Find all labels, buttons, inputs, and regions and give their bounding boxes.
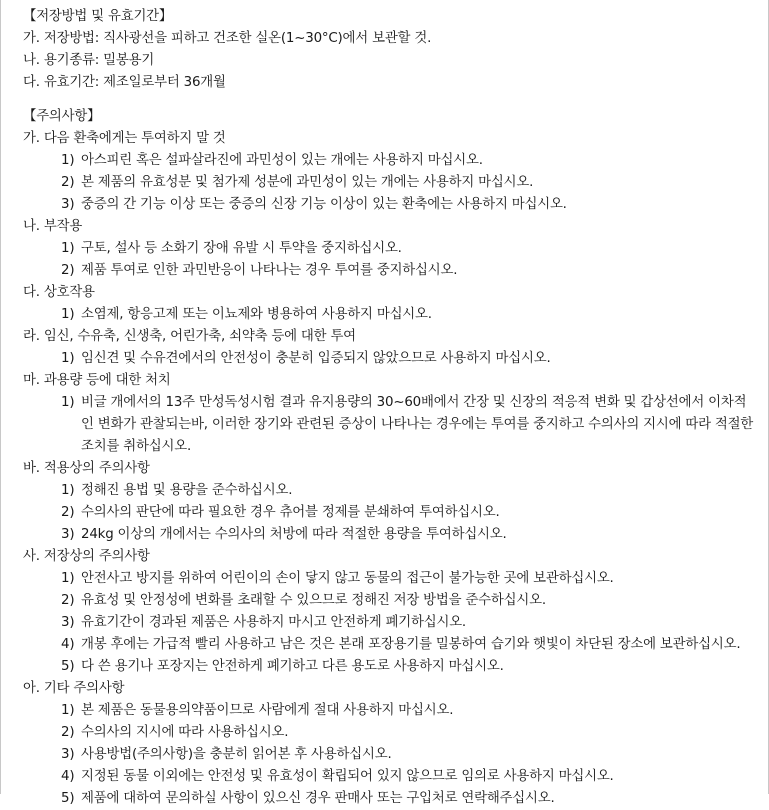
item-text: 개봉 후에는 가급적 빨리 사용하고 남은 것은 본래 포장용기를 밀봉하여 습기와 햇빛이 차단된 장소에 보관하십시오.: [81, 637, 741, 652]
precaution-item: [23, 480, 758, 502]
precaution-item: [23, 348, 758, 370]
precaution-item: [23, 788, 758, 810]
item-number: 3): [61, 197, 75, 212]
item-text: 아스피린 혹은 설파살라진에 과민성이 있는 개에는 사용하지 마십시오.: [81, 153, 483, 168]
item-text: 안전사고 방지를 위하여 어린이의 손이 닿지 않고 동물의 접근이 불가능한 곳에 보관하십시오.: [81, 571, 614, 586]
precaution-item: [23, 634, 758, 656]
item-number: 2): [61, 593, 75, 608]
precaution-item: [23, 612, 758, 634]
storage-section: [23, 6, 758, 94]
item-number: 4): [61, 637, 75, 652]
item-number: 3): [61, 615, 75, 630]
item-number: 2): [61, 263, 75, 278]
precaution-item: [23, 260, 758, 282]
item-number: 1): [61, 571, 75, 586]
precaution-item: [23, 304, 758, 326]
precaution-groups: [23, 128, 758, 810]
precaution-heading: 바. 적용상의 주의사항: [23, 461, 150, 476]
precaution-item: [23, 150, 758, 172]
item-number: 1): [61, 395, 75, 410]
item-text: 지정된 동물 이외에는 안전성 및 유효성이 확립되어 있지 않으므로 임의로 사용하지 마십시오.: [81, 769, 614, 784]
storage-line: 다. 유효기간: 제조일로부터 36개월: [23, 75, 226, 90]
section-gap: [23, 94, 758, 106]
precaution-item: [23, 744, 758, 766]
item-text: 사용방법(주의사항)을 충분히 읽어본 후 사용하십시오.: [81, 747, 392, 762]
precaution-item: [23, 238, 758, 260]
precaution-group: [23, 370, 758, 458]
item-text: 구토, 설사 등 소화기 장애 유발 시 투약을 중지하십시오.: [81, 241, 402, 256]
item-text: 유효기간이 경과된 제품은 사용하지 마시고 안전하게 폐기하십시오.: [81, 615, 466, 630]
precaution-heading: 나. 부작용: [23, 219, 83, 234]
precaution-group: [23, 216, 758, 282]
precaution-item: [23, 656, 758, 678]
item-number: 2): [61, 175, 75, 190]
item-text: 24kg 이상의 개에서는 수의사의 처방에 따라 적절한 용량을 투여하십시오.: [81, 527, 507, 542]
item-text: 임신견 및 수유견에서의 안전성이 충분히 입증되지 않았으므로 사용하지 마십시오.: [81, 351, 551, 366]
item-number: 1): [61, 241, 75, 256]
item-number: 1): [61, 351, 75, 366]
precaution-heading: 가. 다음 환축에게는 투여하지 말 것: [23, 131, 226, 146]
precaution-group: [23, 546, 758, 678]
item-number: 3): [61, 747, 75, 762]
item-number: 2): [61, 725, 75, 740]
precaution-item: [23, 590, 758, 612]
precaution-group: [23, 326, 758, 370]
precaution-heading: 아. 기타 주의사항: [23, 681, 125, 696]
item-text: 소염제, 항응고제 또는 이뇨제와 병용하여 사용하지 마십시오.: [81, 307, 432, 322]
precaution-heading: 다. 상호작용: [23, 285, 95, 300]
precaution-group: [23, 128, 758, 216]
item-text: 다 쓴 용기나 포장지는 안전하게 폐기하고 다른 용도로 사용하지 마십시오.: [81, 659, 504, 674]
storage-title: 【저장방법 및 유효기간】: [23, 9, 173, 24]
precaution-item: [23, 568, 758, 590]
precautions-title: 【주의사항】: [23, 109, 101, 124]
item-number: 5): [61, 659, 75, 674]
precaution-item: [23, 194, 758, 216]
item-text: 비글 개에서의 13주 만성독성시험 결과 유지용량의 30~60배에서 간장 및 신장의 적응적 변화 및 갑상선에서 이차적인 변화가 관찰되는바, 이러한 장기와 관련된 증상이 나타나는 경우에는 투여를 중지하고 수의사의 지시에 따라 적절한 조치를 취하십시오.: [81, 395, 754, 454]
storage-line: 가. 저장방법: 직사광선을 피하고 건조한 실온(1~30°C)에서 보관할 것.: [23, 31, 432, 46]
item-text: 본 제품은 동물용의약품이므로 사람에게 절대 사용하지 마십시오.: [81, 703, 454, 718]
item-number: 1): [61, 153, 75, 168]
item-text: 중증의 간 기능 이상 또는 중증의 신장 기능 이상이 있는 환축에는 사용하지 마십시오.: [81, 197, 567, 212]
precaution-group: [23, 282, 758, 326]
item-number: 3): [61, 527, 75, 542]
precaution-group: [23, 458, 758, 546]
precaution-item: [23, 524, 758, 546]
precaution-item: [23, 766, 758, 788]
item-text: 유효성 및 안정성에 변화를 초래할 수 있으므로 정해진 저장 방법을 준수하십시오.: [81, 593, 546, 608]
precaution-heading: 라. 임신, 수유축, 신생축, 어린가축, 쇠약축 등에 대한 투여: [23, 329, 356, 344]
storage-line: 나. 용기종류: 밀봉용기: [23, 53, 155, 68]
item-number: 4): [61, 769, 75, 784]
item-number: 1): [61, 307, 75, 322]
precaution-heading: 사. 저장상의 주의사항: [23, 549, 150, 564]
precaution-item: [23, 700, 758, 722]
precaution-heading: 마. 과용량 등에 대한 처치: [23, 373, 171, 388]
item-number: 2): [61, 505, 75, 520]
precaution-item: [23, 722, 758, 744]
item-text: 수의사의 판단에 따라 필요한 경우 츄어블 정제를 분쇄하여 투여하십시오.: [81, 505, 500, 520]
item-text: 제품 투여로 인한 과민반응이 나타나는 경우 투여를 중지하십시오.: [81, 263, 458, 278]
item-text: 제품에 대하여 문의하실 사항이 있으신 경우 판매사 또는 구입처로 연락해주십시오.: [81, 791, 555, 806]
item-number: 1): [61, 703, 75, 718]
item-text: 본 제품의 유효성분 및 첨가제 성분에 과민성이 있는 개에는 사용하지 마십시오.: [81, 175, 534, 190]
item-text: 정해진 용법 및 용량을 준수하십시오.: [81, 483, 293, 498]
precaution-item: [23, 172, 758, 194]
item-text: 수의사의 지시에 따라 사용하십시오.: [81, 725, 289, 740]
document: [1, 0, 768, 810]
item-number: 1): [61, 483, 75, 498]
precautions-section: [23, 106, 758, 810]
precaution-item: [23, 392, 758, 458]
precaution-item: [23, 502, 758, 524]
item-number: 5): [61, 791, 75, 806]
precaution-group: [23, 678, 758, 810]
